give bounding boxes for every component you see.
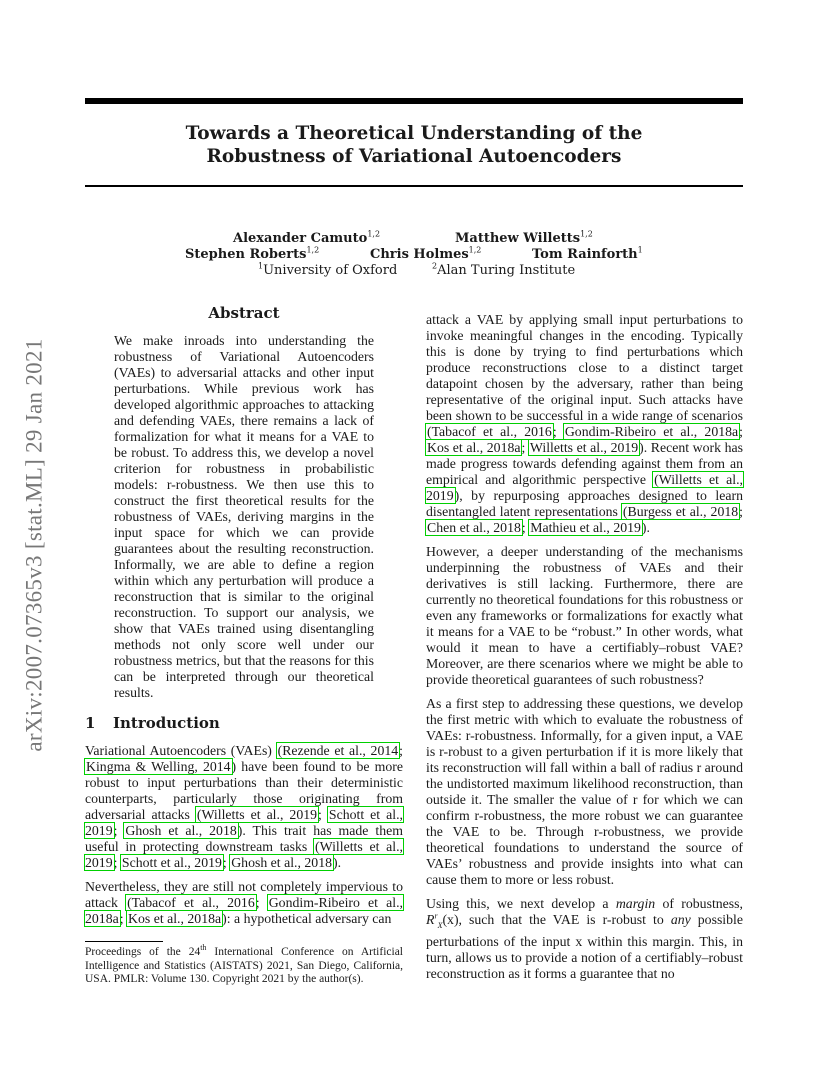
paper-title — [85, 122, 743, 168]
title-line-1: Towards a Theoretical Understanding of the — [185, 123, 643, 144]
citation-link[interactable]: Mathieu et al., 2019 — [530, 520, 641, 535]
citation-link[interactable]: (Burgess et al., 2018 — [622, 504, 739, 519]
right-column — [426, 312, 743, 982]
right-paragraph-1: attack a VAE by applying small input perturbations to invoke meaningful changes in the encoding. Typically this is done by trying to find perturbations which produce reconstructions close to a distinct target datapoint chosen by the adversary, rather than being representative of the original input. Such attacks have been shown to be successful in a wide range of scenarios (Tabacof et al., 2016; Gondim-Ribeiro et al., 2018a; Kos et al., 2018a; Willetts et al., 2019). Recent work has made progress towards defending against them from an empirical and algorithmic perspective (Willetts et al., 2019), by repurposing approaches designed to learn disentangled latent representations (Burgess et al., 2018; Chen et al., 2018; Mathieu et al., 2019). — [426, 312, 743, 535]
arxiv-identifier: arXiv:2007.07365v3 [stat.ML] 29 Jan 2021 — [22, 338, 47, 752]
affiliation-oxford: $^1$University of Oxford — [258, 261, 398, 278]
citation-link[interactable]: (Willetts et al., 2019 — [426, 472, 743, 503]
right-paragraph-4: Using this, we next develop a margin of robustness, $R^r_X(x)$, such that the VAE is r-robust to any possible perturbations of the input x within this margin. This, in turn, allows us to provide a notion of a certifiably–robust reconstruction as it forms a guarantee that no — [426, 896, 743, 981]
abstract-text: We make inroads into understanding the robustness of Variational Autoencoders (VAEs) to adversarial attacks and other input perturbations. While previous work has developed algorithmic approaches to attacking and defending VAEs, there remains a lack of formalization for what it means for a VAE to be robust. To address this, we develop a novel criterion for robustness in probabilistic models: r-robustness. We then use this to construct the first theoretical results for the robustness of VAEs, deriving margins in the input space for which we can provide guarantees about the resulting reconstruction. Informally, we are able to define a region within which any perturbation will produce a reconstruction that is similar to the original reconstruction. To support our analysis, we show that VAEs trained using disentangling methods not only score well under our robustness metrics, but that the reasons for this can be interpreted through our theoretical results. — [114, 333, 374, 700]
citation-link[interactable]: Gondim-Ribeiro et al., 2018a — [564, 424, 739, 439]
footnote-rule — [85, 941, 163, 942]
author-rainforth: Tom Rainforth$^1$ — [532, 245, 643, 262]
affiliation-turing: $^2$Alan Turing Institute — [432, 261, 576, 278]
author-holmes: Chris Holmes$^{1,2}$ — [370, 245, 482, 262]
author-camuto: Alexander Camuto$^{1,2}$ — [233, 229, 381, 246]
citation-link[interactable]: Willetts et al., 2019 — [529, 440, 639, 455]
left-column — [85, 305, 403, 927]
citation-link[interactable]: Gondim-Ribeiro et al., 2018a — [85, 895, 403, 926]
right-paragraph-3: As a first step to addressing these questions, we develop the first metric with which to evaluate the robustness of VAEs: r-robustness. Informally, for a given input, a VAE is r-robust to a given perturbation if it is more likely that its reconstruction will fall within a ball of radius r around the undistorted maximum likelihood reconstruction, than outside it. The smaller the value of r for which we can confirm r-robustness, the more robust we can guarantee the VAE to be. Through r-robustness, we provide theoretical foundations to understand the source of VAEs’ robustness and provide insights into what can cause them to more or less robust. — [426, 696, 743, 887]
title-line-2: Robustness of Variational Autoencoders — [206, 146, 622, 167]
arxiv-stamp — [8, 310, 62, 780]
citation-link[interactable]: (Rezende et al., 2014 — [277, 743, 399, 758]
citation-link[interactable]: Ghosh et al., 2018 — [125, 823, 237, 838]
citation-link[interactable]: Schott et al., 2019 — [121, 855, 222, 870]
citation-link[interactable]: Schott et al., 2019 — [85, 807, 403, 838]
citation-link[interactable]: (Tabacof et al., 2016 — [427, 424, 552, 439]
abstract-heading: Abstract — [208, 304, 280, 322]
citation-link[interactable]: Chen et al., 2018 — [427, 520, 521, 535]
citation-link[interactable]: Kos et al., 2018a — [427, 440, 521, 455]
right-paragraph-2: However, a deeper understanding of the mechanisms underpinning the robustness of VAEs and their derivatives is still lacking. Furthermore, there are currently no theoretical foundations for this robustness or even any frameworks or formalizations for exactly what it means for a VAE to be “robust.” In other words, what would it mean to have a certifiably–robust VAE? Moreover, are there scenarios where we might be able to provide theoretical guarantees of such robustness? — [426, 544, 743, 687]
citation-link[interactable]: (Willetts et al., 2019 — [196, 807, 318, 822]
citation-link[interactable]: Ghosh et al., 2018 — [231, 855, 332, 870]
citation-link[interactable]: Kos et al., 2018a — [128, 911, 222, 926]
section-heading-introduction: 1 Introduction — [85, 714, 220, 732]
citation-link[interactable]: Kingma & Welling, 2014 — [86, 759, 231, 774]
margin-symbol: $R^r_X$ — [426, 911, 443, 930]
intro-paragraph-1: Variational Autoencoders (VAEs) (Rezende et al., 2014; Kingma & Welling, 2014) have been found to be more robust to input perturbations than their deterministic counterparts, particularly those originating from adversarial attacks (Willetts et al., 2019; Schott et al., 2019; Ghosh et al., 2018). This trait has made them useful in protecting downstream tasks (Willetts et al., 2019; Schott et al., 2019; Ghosh et al., 2018). — [85, 743, 403, 870]
citation-link[interactable]: (Tabacof et al., 2016 — [127, 895, 255, 910]
title-top-rule — [85, 98, 743, 104]
author-roberts: Stephen Roberts$^{1,2}$ — [185, 245, 320, 262]
author-willetts: Matthew Willetts$^{1,2}$ — [455, 229, 593, 246]
title-bottom-rule — [85, 185, 743, 187]
intro-paragraph-2: Nevertheless, they are still not completely impervious to attack (Tabacof et al., 2016; Gondim-Ribeiro et al., 2018a; Kos et al., 2018a): a hypothetical adversary can — [85, 879, 403, 926]
citation-link[interactable]: (Willetts et al., 2019 — [85, 839, 403, 870]
footnote-proceedings: Proceedings of the 24th International Conference on Artificial Intelligence and Statistics (AISTATS) 2021, San Diego, California, USA. PMLR: Volume 130. Copyright 2021 by the author(s). — [85, 943, 404, 985]
